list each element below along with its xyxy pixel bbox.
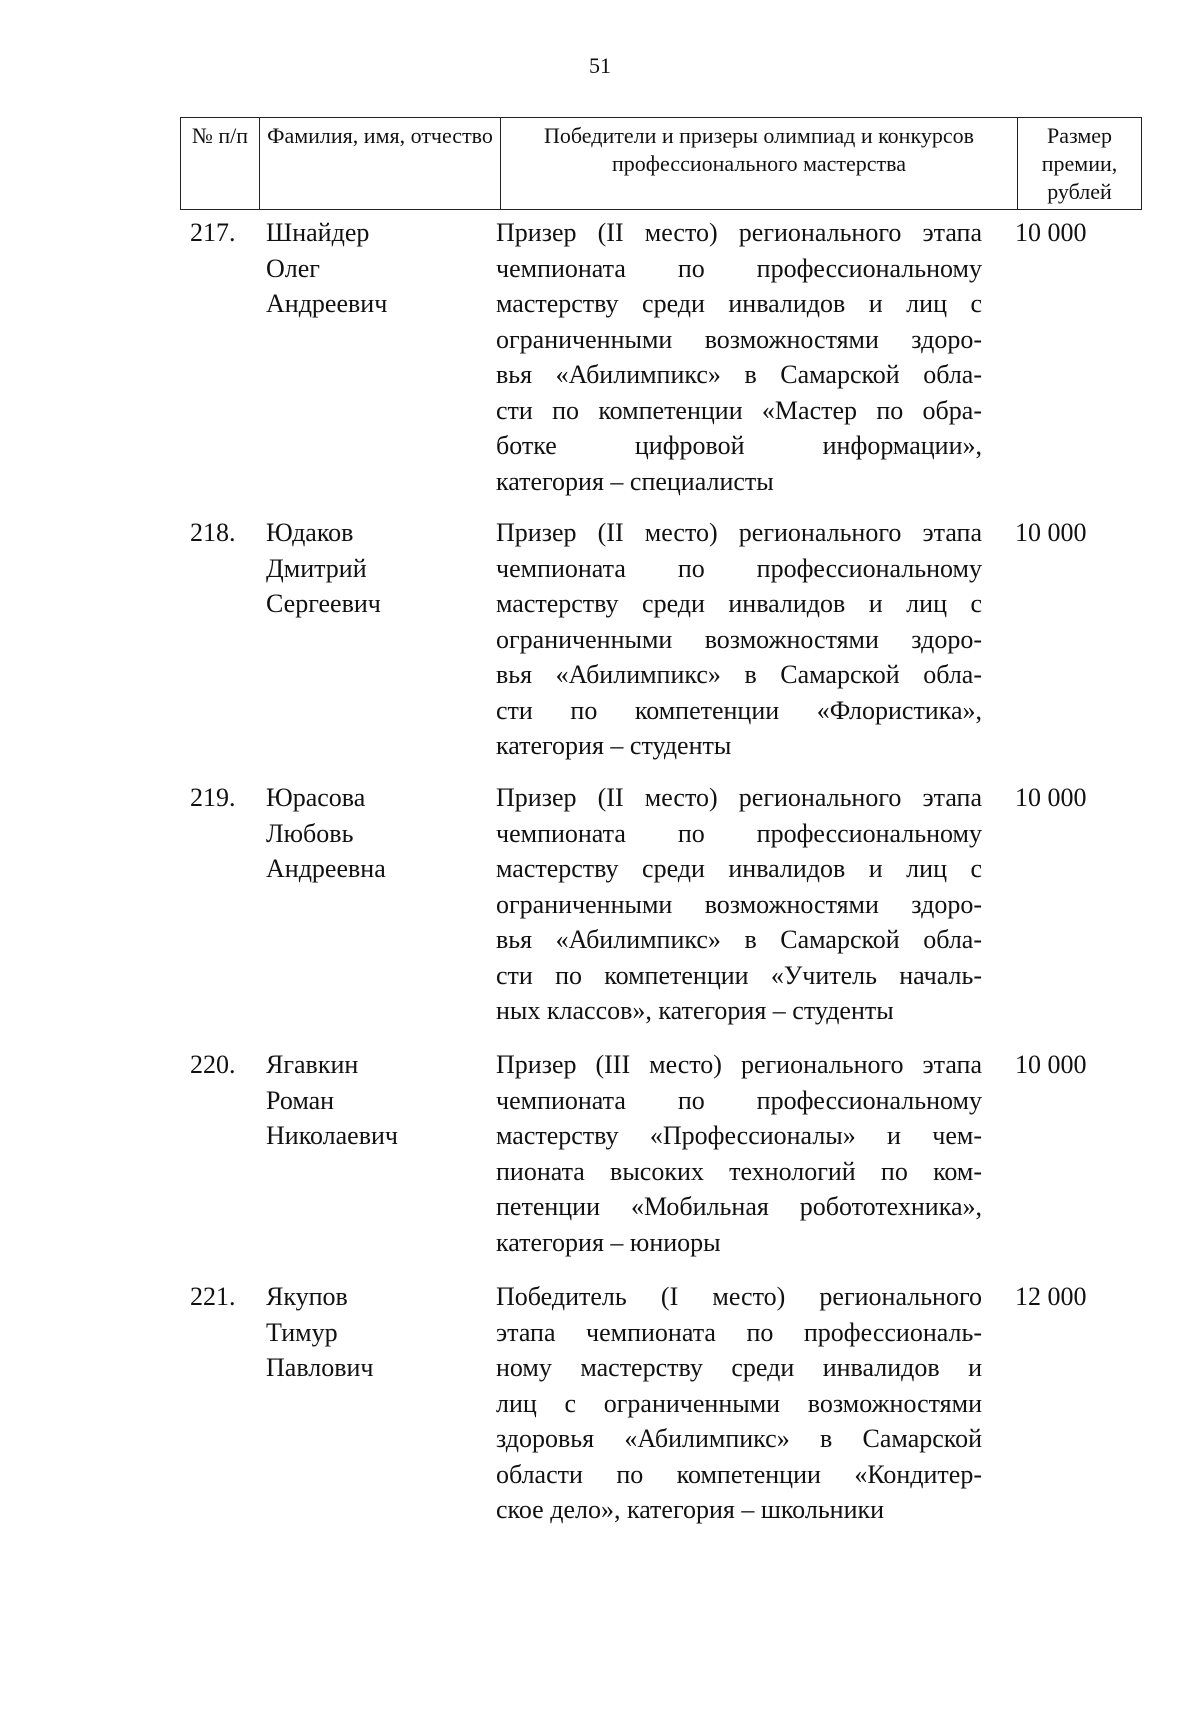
- entry-description: [496, 515, 982, 764]
- entry-patronymic: Андреевич: [266, 289, 388, 318]
- entry-description: [496, 1279, 982, 1528]
- header-name: Фамилия, имя, отчество: [260, 118, 501, 210]
- entry-number: 220.: [190, 1050, 236, 1079]
- desc-line: области по компетенции «Кондитер-: [496, 1459, 982, 1489]
- desc-line: чемпионата по профессиональному: [496, 1085, 982, 1115]
- entry-prize: 10 000: [1015, 1050, 1087, 1079]
- header-num: № п/п: [181, 118, 260, 210]
- entry-prize: 12 000: [1015, 1282, 1087, 1311]
- desc-line: Призер (III место) регионального этапа: [496, 1050, 982, 1079]
- entry-description: [496, 1047, 982, 1260]
- entry-number: 221.: [190, 1282, 236, 1311]
- desc-line: ское дело», категория – школьники: [496, 1495, 885, 1524]
- desc-line: чемпионата по профессиональному: [496, 818, 982, 848]
- entry-first-name: Тимур: [266, 1317, 338, 1347]
- desc-line: мастерству среди инвалидов и лиц с: [496, 589, 982, 618]
- entry-surname: Юдаков: [266, 518, 354, 547]
- desc-line: Призер (II место) регионального этапа: [496, 783, 982, 812]
- desc-line: вья «Абилимпикс» в Самарской обла-: [496, 660, 982, 689]
- header-description: Победители и призеры олимпиад и конкурсов профессионального мастерства: [501, 118, 1018, 210]
- desc-line: сти по компетенции «Мастер по обра-: [496, 395, 982, 425]
- desc-line: ботке цифровой информации»,: [496, 431, 982, 460]
- desc-line: Победитель (I место) регионального: [496, 1282, 982, 1311]
- entry-surname: Ягавкин: [266, 1050, 359, 1079]
- entry-patronymic: Павлович: [266, 1353, 374, 1382]
- entry-surname: Якупов: [266, 1282, 348, 1311]
- desc-line: мастерству среди инвалидов и лиц с: [496, 854, 982, 883]
- desc-line: сти по компетенции «Флористика»,: [496, 695, 982, 725]
- entry-first-name: Дмитрий: [266, 553, 367, 583]
- entry-patronymic: Андреевна: [266, 854, 386, 883]
- desc-line: мастерству «Профессионалы» и чем-: [496, 1121, 982, 1150]
- desc-line: этапа чемпионата по профессиональ-: [496, 1317, 982, 1347]
- entry-patronymic: Николаевич: [266, 1121, 398, 1150]
- desc-line: ограниченными возможностями здоро-: [496, 889, 982, 919]
- header-prize: Размер премии, рублей: [1018, 118, 1142, 210]
- entry-description: [496, 215, 982, 499]
- entry-surname: Юрасова: [266, 783, 366, 812]
- entry-name: [266, 1279, 486, 1386]
- entry-name: [266, 780, 486, 887]
- entry-prize: 10 000: [1015, 518, 1087, 547]
- desc-line: ограниченными возможностями здоро-: [496, 624, 982, 654]
- entry-name: [266, 515, 486, 622]
- desc-line: вья «Абилимпикс» в Самарской обла-: [496, 360, 982, 389]
- entry-number: 219.: [190, 783, 236, 812]
- desc-line: категория – студенты: [496, 731, 732, 760]
- table-header: [180, 117, 1142, 210]
- desc-line: сти по компетенции «Учитель началь-: [496, 960, 982, 990]
- entry-number: 217.: [190, 218, 236, 247]
- desc-line: пионата высоких технологий по ком-: [496, 1156, 982, 1186]
- desc-line: петенции «Мобильная робототехника»,: [496, 1192, 982, 1221]
- desc-line: мастерству среди инвалидов и лиц с: [496, 289, 982, 318]
- entry-first-name: Роман: [266, 1085, 335, 1115]
- desc-line: ных классов», категория – студенты: [496, 996, 894, 1025]
- entry-surname: Шнайдер: [266, 218, 370, 247]
- desc-line: Призер (II место) регионального этапа: [496, 218, 982, 247]
- entry-description: [496, 780, 982, 1029]
- desc-line: чемпионата по профессиональному: [496, 253, 982, 283]
- desc-line: ограниченными возможностями здоро-: [496, 324, 982, 354]
- desc-line: чемпионата по профессиональному: [496, 553, 982, 583]
- desc-line: здоровья «Абилимпикс» в Самарской: [496, 1424, 982, 1453]
- entry-name: [266, 215, 486, 322]
- desc-line: категория – юниоры: [496, 1227, 721, 1257]
- page-number: 51: [589, 53, 611, 78]
- entry-number: 218.: [190, 518, 236, 547]
- entry-patronymic: Сергеевич: [266, 589, 381, 618]
- desc-line: вья «Абилимпикс» в Самарской обла-: [496, 925, 982, 954]
- entry-first-name: Олег: [266, 253, 320, 283]
- entry-prize: 10 000: [1015, 783, 1087, 812]
- desc-line: ному мастерству среди инвалидов и: [496, 1353, 982, 1382]
- desc-line: Призер (II место) регионального этапа: [496, 518, 982, 547]
- desc-line: лиц с ограниченными возможностями: [496, 1388, 982, 1418]
- entry-prize: 10 000: [1015, 218, 1087, 247]
- entry-first-name: Любовь: [266, 818, 354, 848]
- entry-name: [266, 1047, 486, 1154]
- desc-line: категория – специалисты: [496, 466, 774, 496]
